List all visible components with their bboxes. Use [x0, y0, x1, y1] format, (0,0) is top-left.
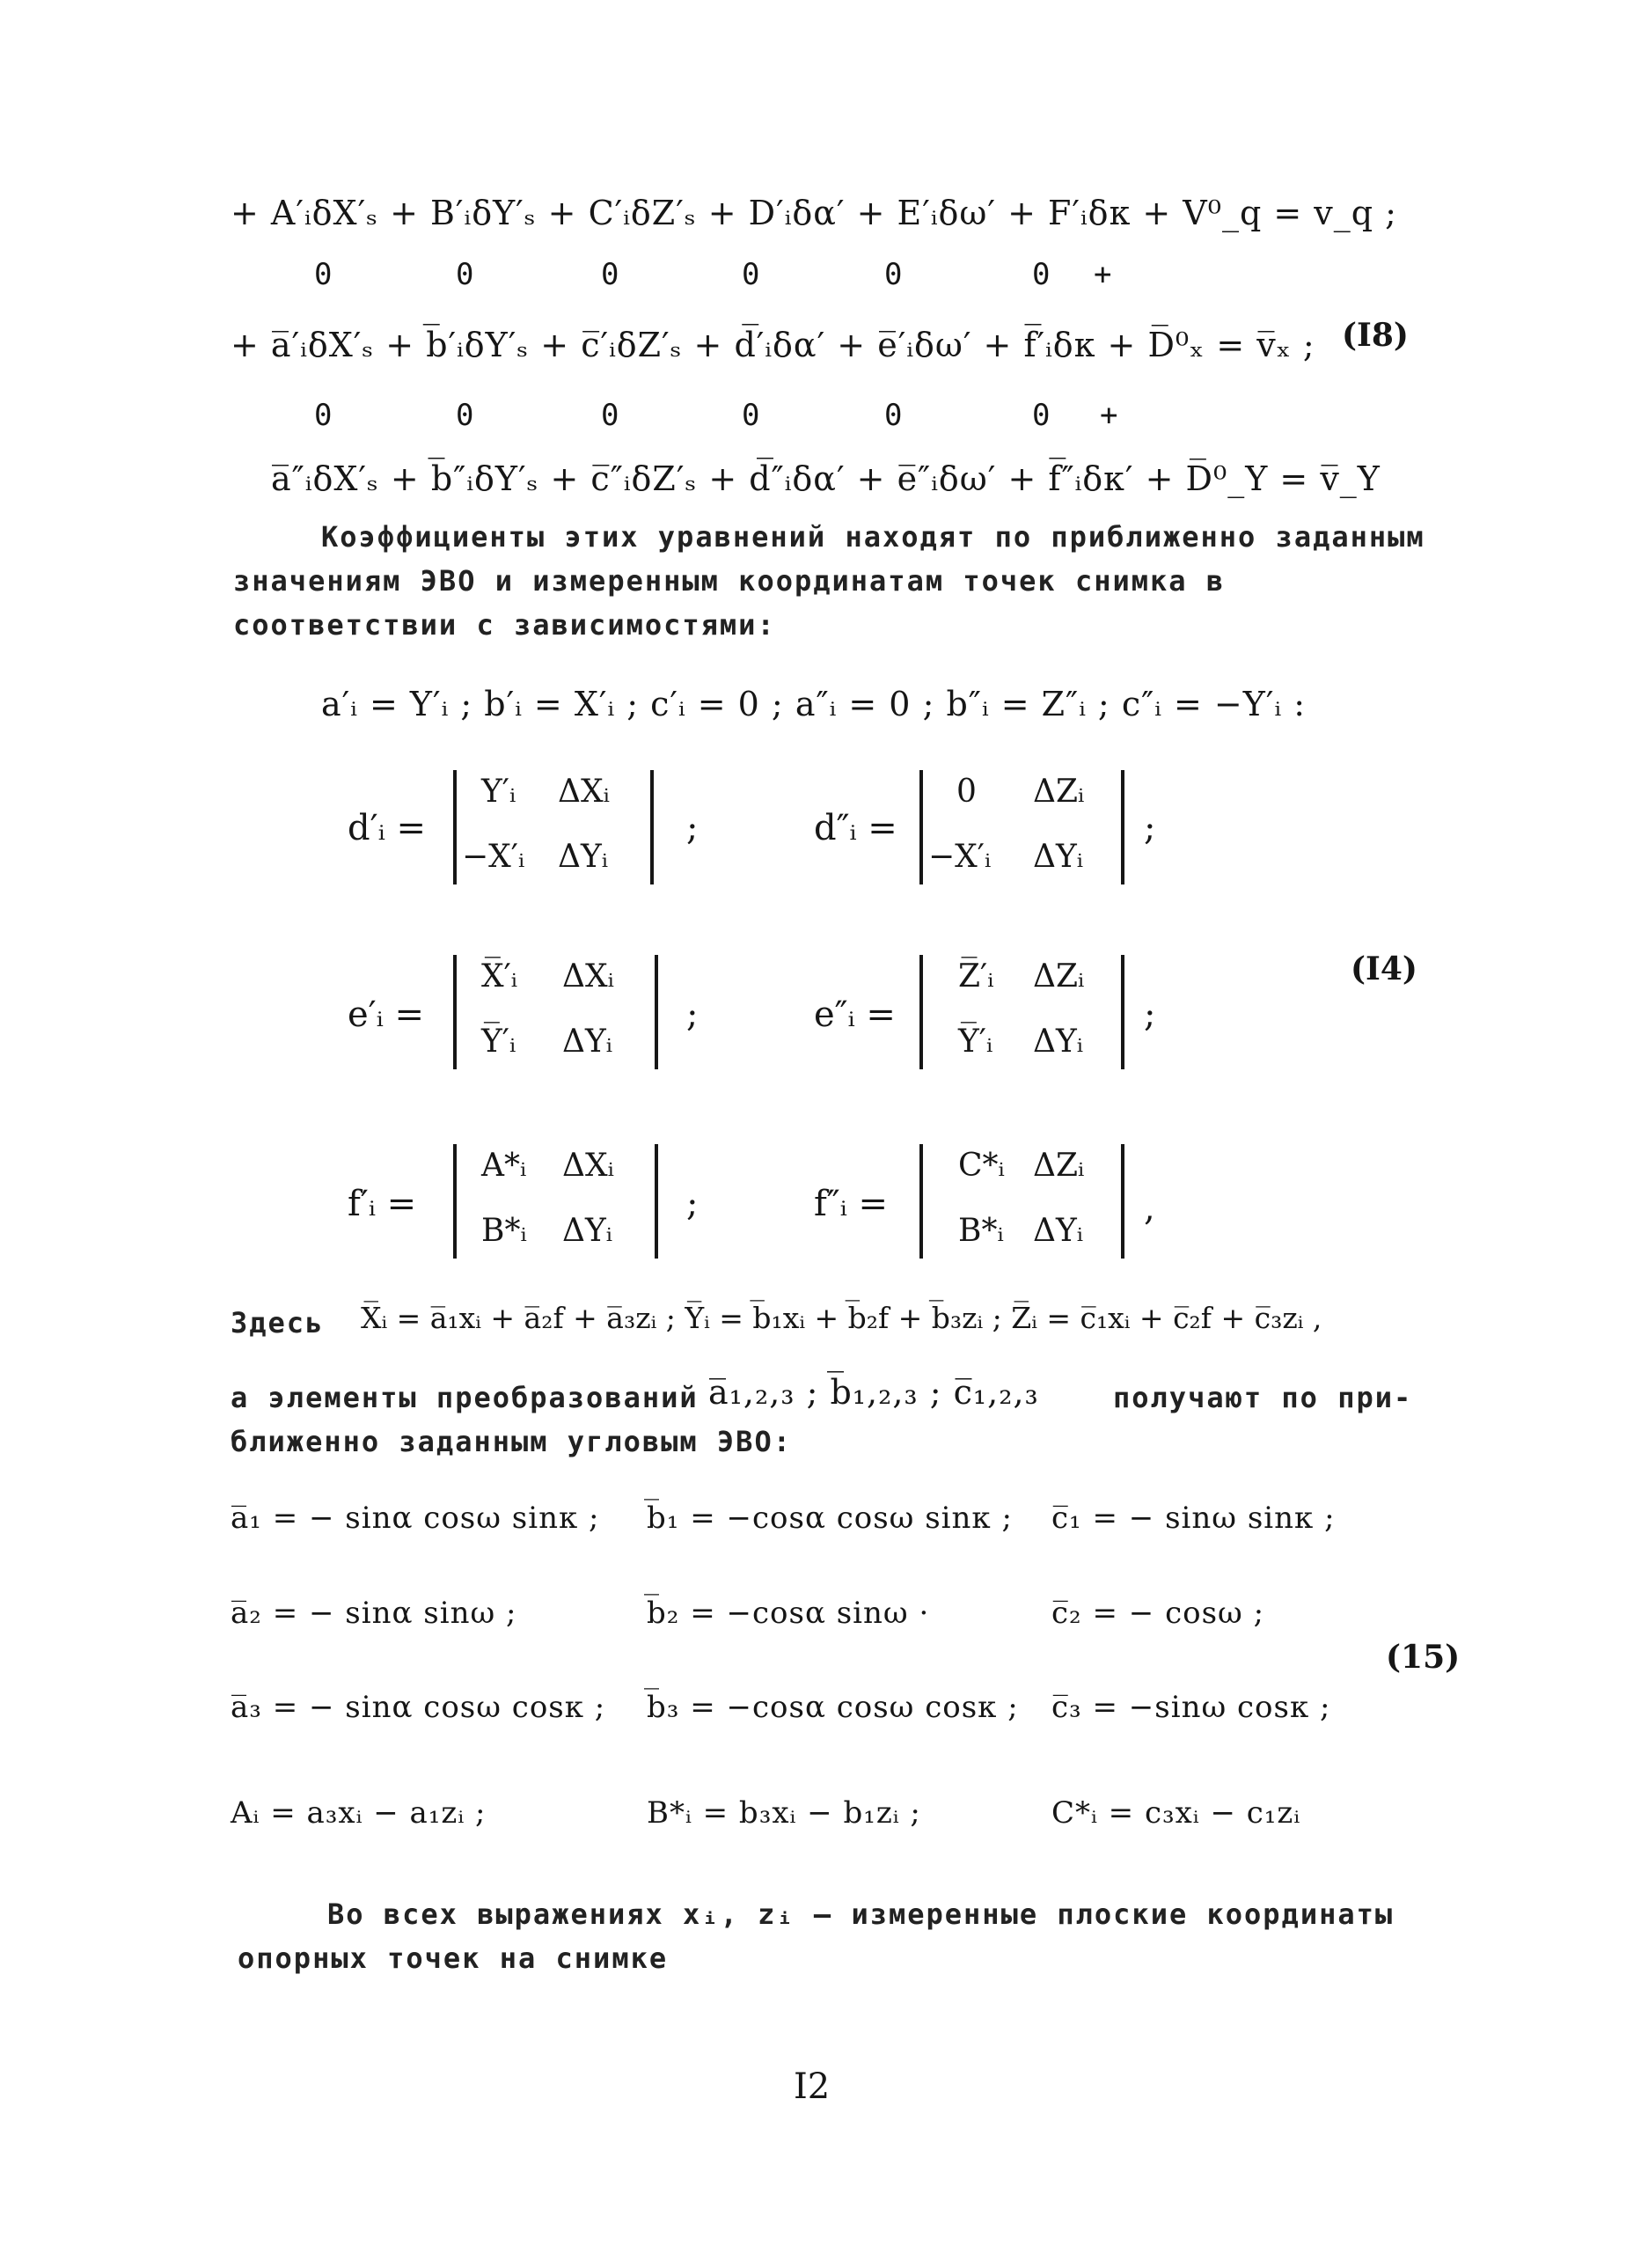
cell: A*ᵢ — [481, 1148, 527, 1184]
eq15-r1c2: b̅₁ = −cosα cosω sinκ ; — [647, 1501, 1013, 1536]
determinant-e2 — [919, 955, 1124, 1069]
cell: ΔXᵢ — [562, 958, 614, 995]
cell: Y̅′ᵢ — [958, 1024, 993, 1060]
semicolon: ; — [686, 995, 699, 1035]
simple-coefficients: a′ᵢ = Y′ᵢ ; b′ᵢ = X′ᵢ ; c′ᵢ = 0 ; a″ᵢ = 0 ; b″ᵢ = Z″ᵢ ; c″ᵢ = −Y′ᵢ : — [321, 685, 1307, 723]
here-formula: X̅ᵢ = a̅₁xᵢ + a̅₂f + a̅₃zᵢ ; Y̅ᵢ = b̅₁xᵢ + b̅₂f + b̅₃zᵢ ; Z̅ᵢ = c̅₁xᵢ + c̅₂f + c̅₃zᵢ , — [361, 1301, 1322, 1335]
cell: ΔZᵢ — [1033, 958, 1085, 995]
cell: −X′ᵢ — [462, 839, 525, 875]
plus-sign: + — [1094, 257, 1113, 292]
eq15-r4c3: C*ᵢ = c₃xᵢ − c₁zᵢ — [1051, 1795, 1301, 1831]
zero-term: 0 — [314, 257, 333, 292]
zero-term: 0 — [1032, 398, 1051, 433]
eq15-r1c3: c̅₁ = − sinω sinκ ; — [1051, 1501, 1336, 1536]
zero-term: 0 — [1032, 257, 1051, 292]
semicolon: ; — [1144, 808, 1156, 848]
elements-prefix: а элементы преобразований — [231, 1381, 699, 1414]
comma: , — [1144, 1188, 1155, 1229]
zero-term: 0 — [884, 398, 904, 433]
zero-term: 0 — [601, 398, 620, 433]
page-number: I2 — [794, 2066, 831, 2107]
eq15-r4c1: Aᵢ = a₃xᵢ − a₁zᵢ ; — [231, 1795, 487, 1831]
equation-number-18: (I8) — [1342, 317, 1409, 354]
cell: Y′ᵢ — [481, 774, 516, 810]
cell: ΔZᵢ — [1033, 774, 1085, 810]
eq15-r2c1: a̅₂ = − sinα sinω ; — [231, 1596, 517, 1631]
zero-term: 0 — [314, 398, 333, 433]
eq15-r3c1: a̅₃ = − sinα cosω cosκ ; — [231, 1690, 606, 1725]
equation-18-zeros-2 — [0, 398, 1232, 437]
zero-term: 0 — [456, 257, 475, 292]
zero-term: 0 — [742, 398, 761, 433]
determinant-f2 — [919, 1144, 1124, 1259]
f1-label: f′ᵢ = — [348, 1184, 417, 1224]
f2-label: f″ᵢ = — [814, 1184, 889, 1224]
determinant-d1 — [453, 770, 654, 884]
cell: B*ᵢ — [481, 1213, 527, 1249]
determinant-d2 — [919, 770, 1124, 884]
semicolon: ; — [686, 1184, 699, 1224]
eq15-r3c2: b̅₃ = −cosα cosω cosκ ; — [647, 1690, 1019, 1725]
cell: ΔXᵢ — [558, 774, 610, 810]
eq15-r1c1: a̅₁ = − sinα cosω sinκ ; — [231, 1501, 600, 1536]
determinant-e1 — [453, 955, 658, 1069]
cell: ΔZᵢ — [1033, 1148, 1085, 1184]
cell: ΔYᵢ — [1033, 839, 1084, 875]
final-paragraph-line-1: Во всех выражениях xᵢ, zᵢ – измеренные плоские координаты — [327, 1897, 1395, 1931]
elements-suffix: получают по при- — [1113, 1381, 1413, 1414]
cell: X̅′ᵢ — [481, 958, 518, 995]
equation-number-14: (I4) — [1351, 951, 1417, 987]
elements-line-2: ближенно заданным угловым ЭВО: — [231, 1425, 792, 1458]
cell: ΔYᵢ — [562, 1213, 613, 1249]
cell: B*ᵢ — [958, 1213, 1004, 1249]
e1-label: e′ᵢ = — [348, 995, 425, 1035]
eq15-r4c2: B*ᵢ = b₃xᵢ − b₁zᵢ ; — [647, 1795, 921, 1831]
zero-term: 0 — [601, 257, 620, 292]
paragraph-coefficients: Коэффициенты этих уравнений находят по приближенно заданным значениям ЭВО и измеренным координатам точек снимка в соответствии с зависимостями: — [233, 520, 1425, 642]
semicolon: ; — [1144, 995, 1156, 1035]
equation-18-row-3: a̅″ᵢδX′ₛ + b̅″ᵢδY′ₛ + c̅″ᵢδZ′ₛ + d̅″ᵢδα′ + e̅″ᵢδω′ + f̅″ᵢδκ′ + D̅⁰_Y = v̅_Y — [271, 459, 1381, 498]
zero-term: 0 — [742, 257, 761, 292]
zero-term: 0 — [884, 257, 904, 292]
semicolon: ; — [686, 808, 699, 848]
e2-label: e″ᵢ = — [814, 995, 896, 1035]
final-paragraph-line-2: опорных точек на снимке — [238, 1941, 669, 1975]
cell: ΔYᵢ — [1033, 1024, 1084, 1060]
here-word: Здесь — [231, 1306, 325, 1340]
equation-18-row-1: + A′ᵢδX′ₛ + B′ᵢδY′ₛ + C′ᵢδZ′ₛ + D′ᵢδα′ + E′ᵢδω′ + F′ᵢδκ + V⁰_q = v_q ; — [231, 194, 1397, 232]
equation-18-row-2: + a̅′ᵢδX′ₛ + b̅′ᵢδY′ₛ + c̅′ᵢδZ′ₛ + d̅′ᵢδα′ + e̅′ᵢδω′ + f̅′ᵢδκ + D̅⁰ₓ = v̅ₓ ; — [231, 326, 1315, 364]
plus-sign: + — [1100, 398, 1119, 433]
d1-label: d′ᵢ = — [348, 808, 426, 848]
cell: ΔXᵢ — [562, 1148, 614, 1184]
cell: Y̅′ᵢ — [481, 1024, 516, 1060]
eq15-r3c3: c̅₃ = −sinω cosκ ; — [1051, 1690, 1331, 1725]
elements-symbols: a̅₁,₂,₃ ; b̅₁,₂,₃ ; c̅₁,₂,₃ — [708, 1373, 1039, 1412]
cell: −X′ᵢ — [928, 839, 992, 875]
cell: ΔYᵢ — [558, 839, 609, 875]
cell: Z̅′ᵢ — [958, 958, 994, 995]
zero-term: 0 — [456, 398, 475, 433]
d2-label: d″ᵢ = — [814, 808, 897, 848]
determinant-f1 — [453, 1144, 658, 1259]
cell: ΔYᵢ — [1033, 1213, 1084, 1249]
eq15-r2c3: c̅₂ = − cosω ; — [1051, 1596, 1265, 1631]
equation-number-15: (15) — [1386, 1639, 1461, 1676]
cell: 0 — [956, 774, 977, 810]
cell: ΔYᵢ — [562, 1024, 613, 1060]
cell: C*ᵢ — [958, 1148, 1005, 1184]
eq15-r2c2: b̅₂ = −cosα sinω · — [647, 1596, 930, 1631]
equation-18-zeros-1 — [0, 257, 1232, 296]
